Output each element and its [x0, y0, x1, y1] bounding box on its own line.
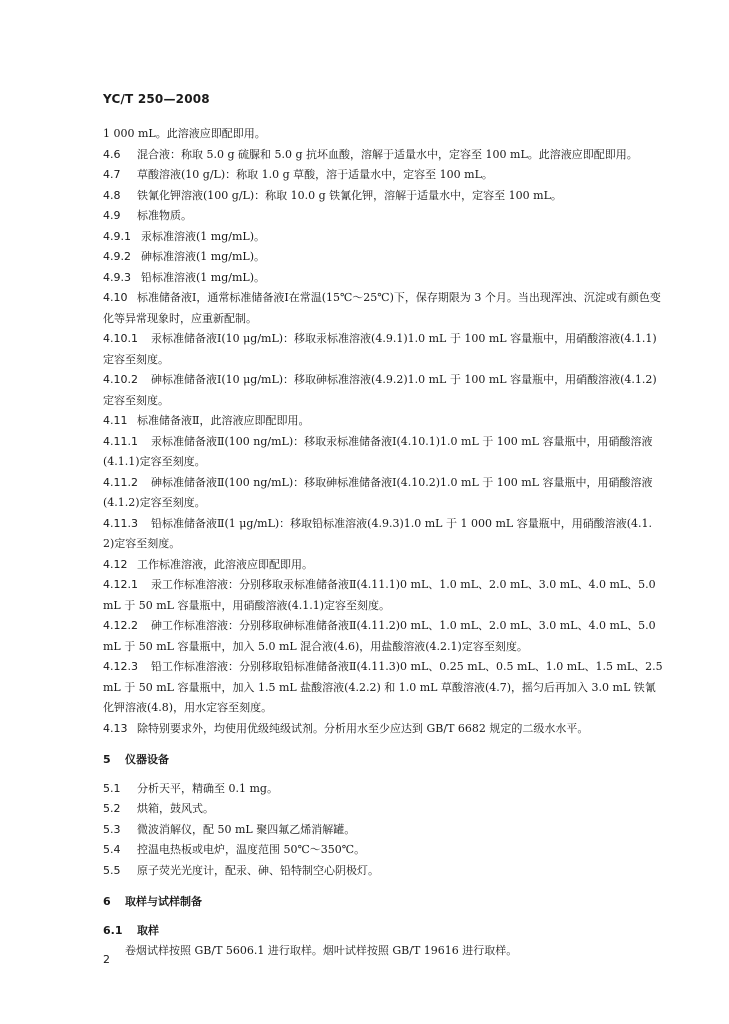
clause-4-12-3 [103, 657, 663, 719]
clause-number: 5.2 [103, 802, 121, 815]
clause-text: 草酸溶液(10 g/L)：称取 1.0 g 草酸，溶于适量水中，定容至 100 mL。 [137, 168, 493, 181]
section-6-heading [103, 892, 663, 913]
clause-text: 砷标准储备液Ⅱ(100 ng/mL)：移取砷标准储备液Ⅰ(4.10.2)1.0 mL 于 100 mL 容量瓶中，用硝酸溶液(4.1.2)定容至刻度。 [103, 475, 653, 509]
clause-text: 烘箱，鼓风式。 [137, 802, 214, 815]
clause-number: 4.11.3 [103, 516, 138, 530]
clause-text: 砷标准溶液(1 mg/mL)。 [141, 250, 265, 263]
page-number: 2 [103, 953, 110, 966]
clause-text: 汞标准溶液(1 mg/mL)。 [141, 229, 265, 243]
section-number: 5 [103, 753, 111, 766]
clause-5-2 [103, 799, 663, 820]
clause-number: 4.6 [103, 147, 121, 161]
section-title: 取样与试样制备 [125, 895, 202, 908]
clause-4-11 [103, 411, 663, 432]
clause-number: 4.9.2 [103, 250, 131, 263]
clause-5-4 [103, 840, 663, 861]
clause-number: 4.13 [103, 721, 128, 735]
clause-number: 4.12 [103, 557, 128, 571]
clause-4-12-2 [103, 616, 663, 657]
clause-number: 4.10 [103, 291, 128, 304]
clause-number: 4.11.2 [103, 475, 138, 489]
clause-text: 标准储备液Ⅰ，通常标准储备液Ⅰ在常温(15℃～25℃)下，保存期限为 3 个月。当出现浑浊、沉淀或有颜色变化等异常现象时，应重新配制。 [103, 291, 661, 325]
clause-5-1 [103, 779, 663, 800]
clause-text: 汞标准储备液Ⅱ(100 ng/mL)：移取汞标准储备液Ⅰ(4.10.1)1.0 mL 于 100 mL 容量瓶中，用硝酸溶液(4.1.1)定容至刻度。 [103, 434, 653, 468]
clause-text: 除特别要求外，均使用优级纯级试剂。分析用水至少应达到 GB/T 6682 规定的二级水水平。 [137, 721, 589, 735]
clause-4-12-1 [103, 575, 663, 616]
clause-text: 铅标准储备液Ⅱ(1 μg/mL)：移取铅标准溶液(4.9.3)1.0 mL 于 1 000 mL 容量瓶中，用硝酸溶液(4.1.2)定容至刻度。 [103, 516, 652, 550]
clause-text: 分析天平，精确至 0.1 mg。 [137, 781, 278, 795]
clause-text: 砷工作标准溶液：分别移取砷标准储备液Ⅱ(4.11.2)0 mL、1.0 mL、2.0 mL、3.0 mL、4.0 mL、5.0 mL 于 50 mL 容量瓶中，加入 5.0 mL 混合液(4.6)，用盐酸溶液(4.2.1)定容至刻度。 [103, 619, 656, 653]
section-title: 仪器设备 [125, 753, 169, 766]
clause-text: 工作标准溶液，此溶液应即配即用。 [137, 557, 313, 571]
clause-4-11-2 [103, 473, 663, 514]
standard-code-header: YC/T 250—2008 [103, 92, 210, 106]
clause-4-7 [103, 165, 663, 186]
clause-text: 铁氰化钾溶液(100 g/L)：称取 10.0 g 铁氰化钾，溶解于适量水中，定容至 100 mL。 [137, 188, 562, 202]
clause-text: 铅工作标准溶液：分别移取铅标准储备液Ⅱ(4.11.3)0 mL、0.25 mL、0.5 mL、1.0 mL、1.5 mL、2.5 mL 于 50 mL 容量瓶中，加入 1.5 mL 盐酸溶液(4.2.2) 和 1.0 mL 草酸溶液(4.7)，摇匀后再加入 3.0 mL 铁氰化钾溶液(4.8)，用水定容至刻度。 [103, 660, 663, 714]
clause-4-9 [103, 206, 663, 227]
clause-4-9-1 [103, 227, 663, 248]
clause-number: 4.12.2 [103, 619, 138, 632]
clause-number: 4.8 [103, 188, 121, 202]
clause-number: 5.3 [103, 822, 121, 836]
clause-4-10-1 [103, 329, 663, 370]
clause-4-11-1 [103, 432, 663, 473]
clause-number: 4.9.3 [103, 270, 131, 284]
clause-6-1-text: 卷烟试样按照 GB/T 5606.1 进行取样。烟叶试样按照 GB/T 19616 进行取样。 [125, 944, 518, 957]
clause-number: 5.4 [103, 843, 121, 856]
clause-text: 控温电热板或电炉，温度范围 50℃～350℃。 [137, 843, 366, 856]
clause-number: 4.11 [103, 414, 128, 427]
clause-4-6 [103, 145, 663, 166]
clause-number: 4.9.1 [103, 229, 131, 243]
clause-number: 4.11.1 [103, 434, 138, 448]
clause-text: 砷标准储备液Ⅰ(10 μg/mL)：移取砷标准溶液(4.9.2)1.0 mL 于 100 mL 容量瓶中，用硝酸溶液(4.1.2)定容至刻度。 [103, 373, 657, 407]
clause-5-3 [103, 820, 663, 841]
clause-number: 4.9 [103, 209, 121, 222]
section-5-heading [103, 750, 663, 771]
section-number: 6 [103, 895, 111, 908]
clause-4-9-3 [103, 268, 663, 289]
clause-4-11-3 [103, 514, 663, 555]
clause-4-8 [103, 186, 663, 207]
clause-title: 取样 [137, 923, 159, 937]
clause-text: 原子荧光光度计，配汞、砷、铅特制空心阴极灯。 [137, 863, 379, 877]
clause-text: 汞工作标准溶液：分别移取汞标准储备液Ⅱ(4.11.1)0 mL、1.0 mL、2.0 mL、3.0 mL、4.0 mL、5.0 mL 于 50 mL 容量瓶中，用硝酸溶液(4.1.1)定容至刻度。 [103, 578, 656, 612]
clause-number: 5.1 [103, 781, 121, 795]
clause-number: 4.10.1 [103, 332, 138, 345]
clause-6-1-heading [103, 921, 663, 942]
clause-text: 混合液：称取 5.0 g 硫脲和 5.0 g 抗坏血酸，溶解于适量水中，定容至 100 mL。此溶液应即配即用。 [137, 147, 638, 161]
document-body [103, 124, 663, 962]
clause-4-10 [103, 288, 663, 329]
clause-number: 4.12.1 [103, 578, 138, 591]
paragraph-continued: 1 000 mL。此溶液应即配即用。 [103, 127, 266, 140]
clause-text: 标准储备液Ⅱ，此溶液应即配即用。 [137, 414, 310, 427]
clause-number: 4.12.3 [103, 660, 138, 673]
clause-5-5 [103, 861, 663, 882]
clause-text: 汞标准储备液Ⅰ(10 μg/mL)：移取汞标准溶液(4.9.1)1.0 mL 于 100 mL 容量瓶中，用硝酸溶液(4.1.1)定容至刻度。 [103, 332, 657, 366]
clause-number: 6.1 [103, 923, 123, 937]
clause-4-9-2 [103, 247, 663, 268]
clause-4-10-2 [103, 370, 663, 411]
clause-text: 微波消解仪，配 50 mL 聚四氟乙烯消解罐。 [137, 822, 356, 836]
clause-number: 4.10.2 [103, 373, 138, 386]
clause-text: 铅标准溶液(1 mg/mL)。 [141, 270, 265, 284]
clause-number: 4.7 [103, 168, 121, 181]
clause-number: 5.5 [103, 863, 121, 877]
clause-4-13 [103, 719, 663, 740]
clause-text: 标准物质。 [137, 209, 192, 222]
clause-4-12 [103, 555, 663, 576]
